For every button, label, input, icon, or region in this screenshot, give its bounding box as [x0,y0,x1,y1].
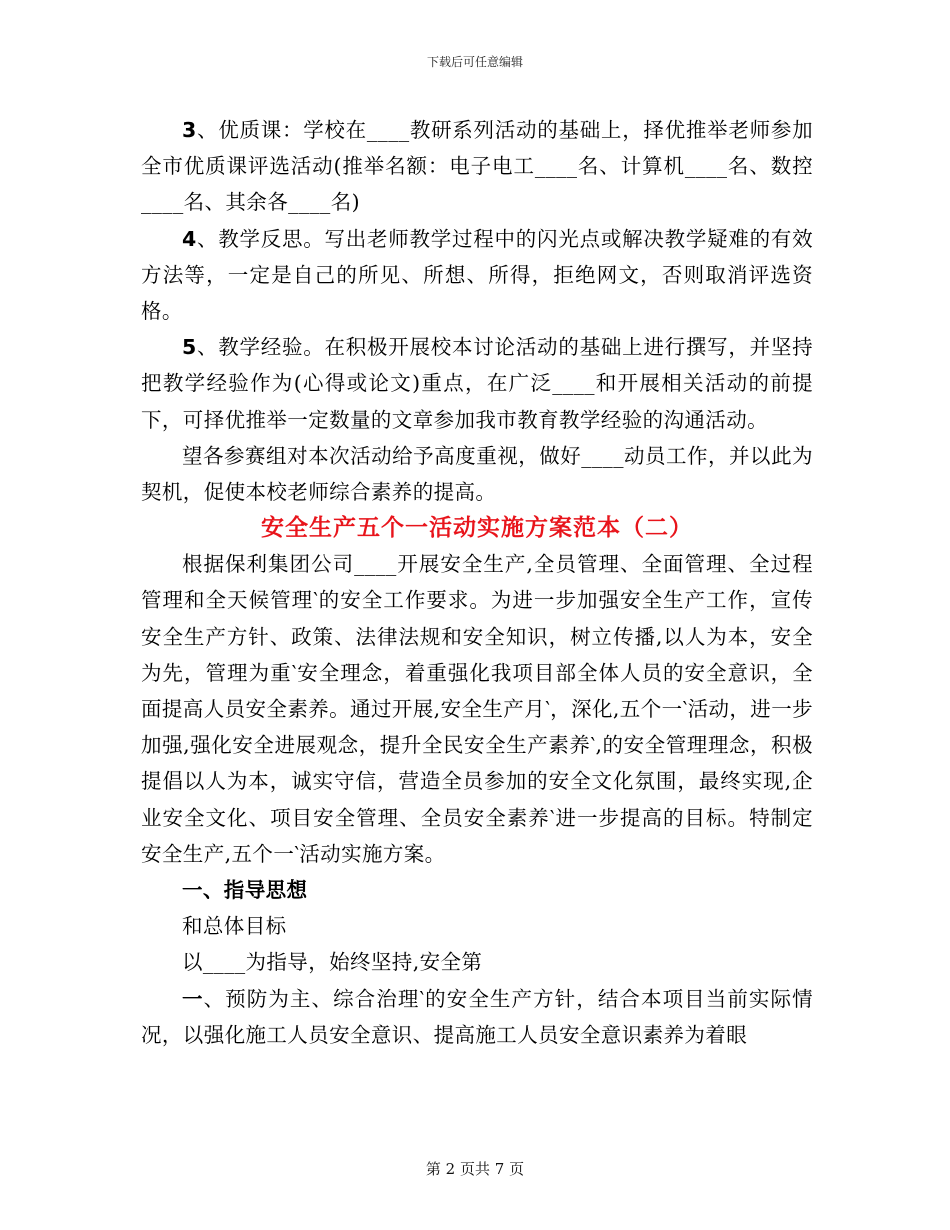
policy-paragraph [141,981,813,1053]
item-number: 5 [182,335,197,360]
page-header-note: 下载后可任意编辑 [426,55,523,69]
item-number: 4 [182,226,197,251]
emphasis-text: 一 [182,986,204,1011]
paragraph-text: 、优质课：学校在____教研系列活动的基础上，择优推举老师参加全市优质课评选活动(推举名额：电子电工____名、计算机____名、数控____名、其余各____名) [141,118,813,215]
paragraph-text: 、教学经验。在积极开展校本讨论活动的基础上进行撰写，并坚持把教学经验作为(心得或论文)重点，在广泛____和开展相关活动的前提下，可择优推举一定数量的文章参加我市教育教学经验的沟通活动。 [141,335,813,432]
section-title: 安全生产五个一活动实施方案范本（二） [261,514,693,542]
guideline-line: 以____为指导，始终坚持,安全第 [182,950,483,975]
paragraph-item-3 [141,112,813,221]
section-heading: 一、指导思想 [182,878,308,903]
paragraph-text: 、教学反思。写出老师教学过程中的闪光点或解决教学疑难的有效方法等，一定是自己的所见、所想、所得，拒绝网文，否则取消评选资格。 [141,226,813,324]
item-number: 3 [182,118,197,142]
page-number: 第 2 页共 7 页 [425,1160,525,1178]
paragraph-item-5 [141,329,813,438]
intro-paragraph: 根据保利集团公司____开展安全生产,全员管理、全面管理、全过程管理和全天候管理‵的安全工作要求。为进一步加强安全生产工作，宣传安全生产方针、政策、法律法规和安全知识，树立传播,以人为本，安全为先，管理为重‵安全理念，着重强化我项目部全体人员的安全意识，全面提高人员安全素养。通过开展,安全生产月‵，深化,五个一‵活动，进一步加强,强化安全进展观念，提升全民安全生产素养‵,的安全管理理念，积极提倡以人为本，诚实守信，营造全员参加的安全文化氛围，最终实现,企业安全文化、项目安全管理、全员安全素养‵进一步提高的目标。特制定安全生产,五个一‵活动实施方案。 [141,552,813,866]
paragraph-text: 、预防为主、综合治理‵的安全生产方针，结合本项目当前实际情况，以强化施工人员安全意识、提高施工人员安全意识素养为着眼 [141,986,813,1047]
document-body [141,112,813,1053]
closing-paragraph: 望各参赛组对本次活动给予高度重视，做好____动员工作，并以此为契机，促使本校老师综合素养的提高。 [141,443,813,505]
subheading-line: 和总体目标 [182,914,287,939]
paragraph-item-4 [141,221,813,330]
